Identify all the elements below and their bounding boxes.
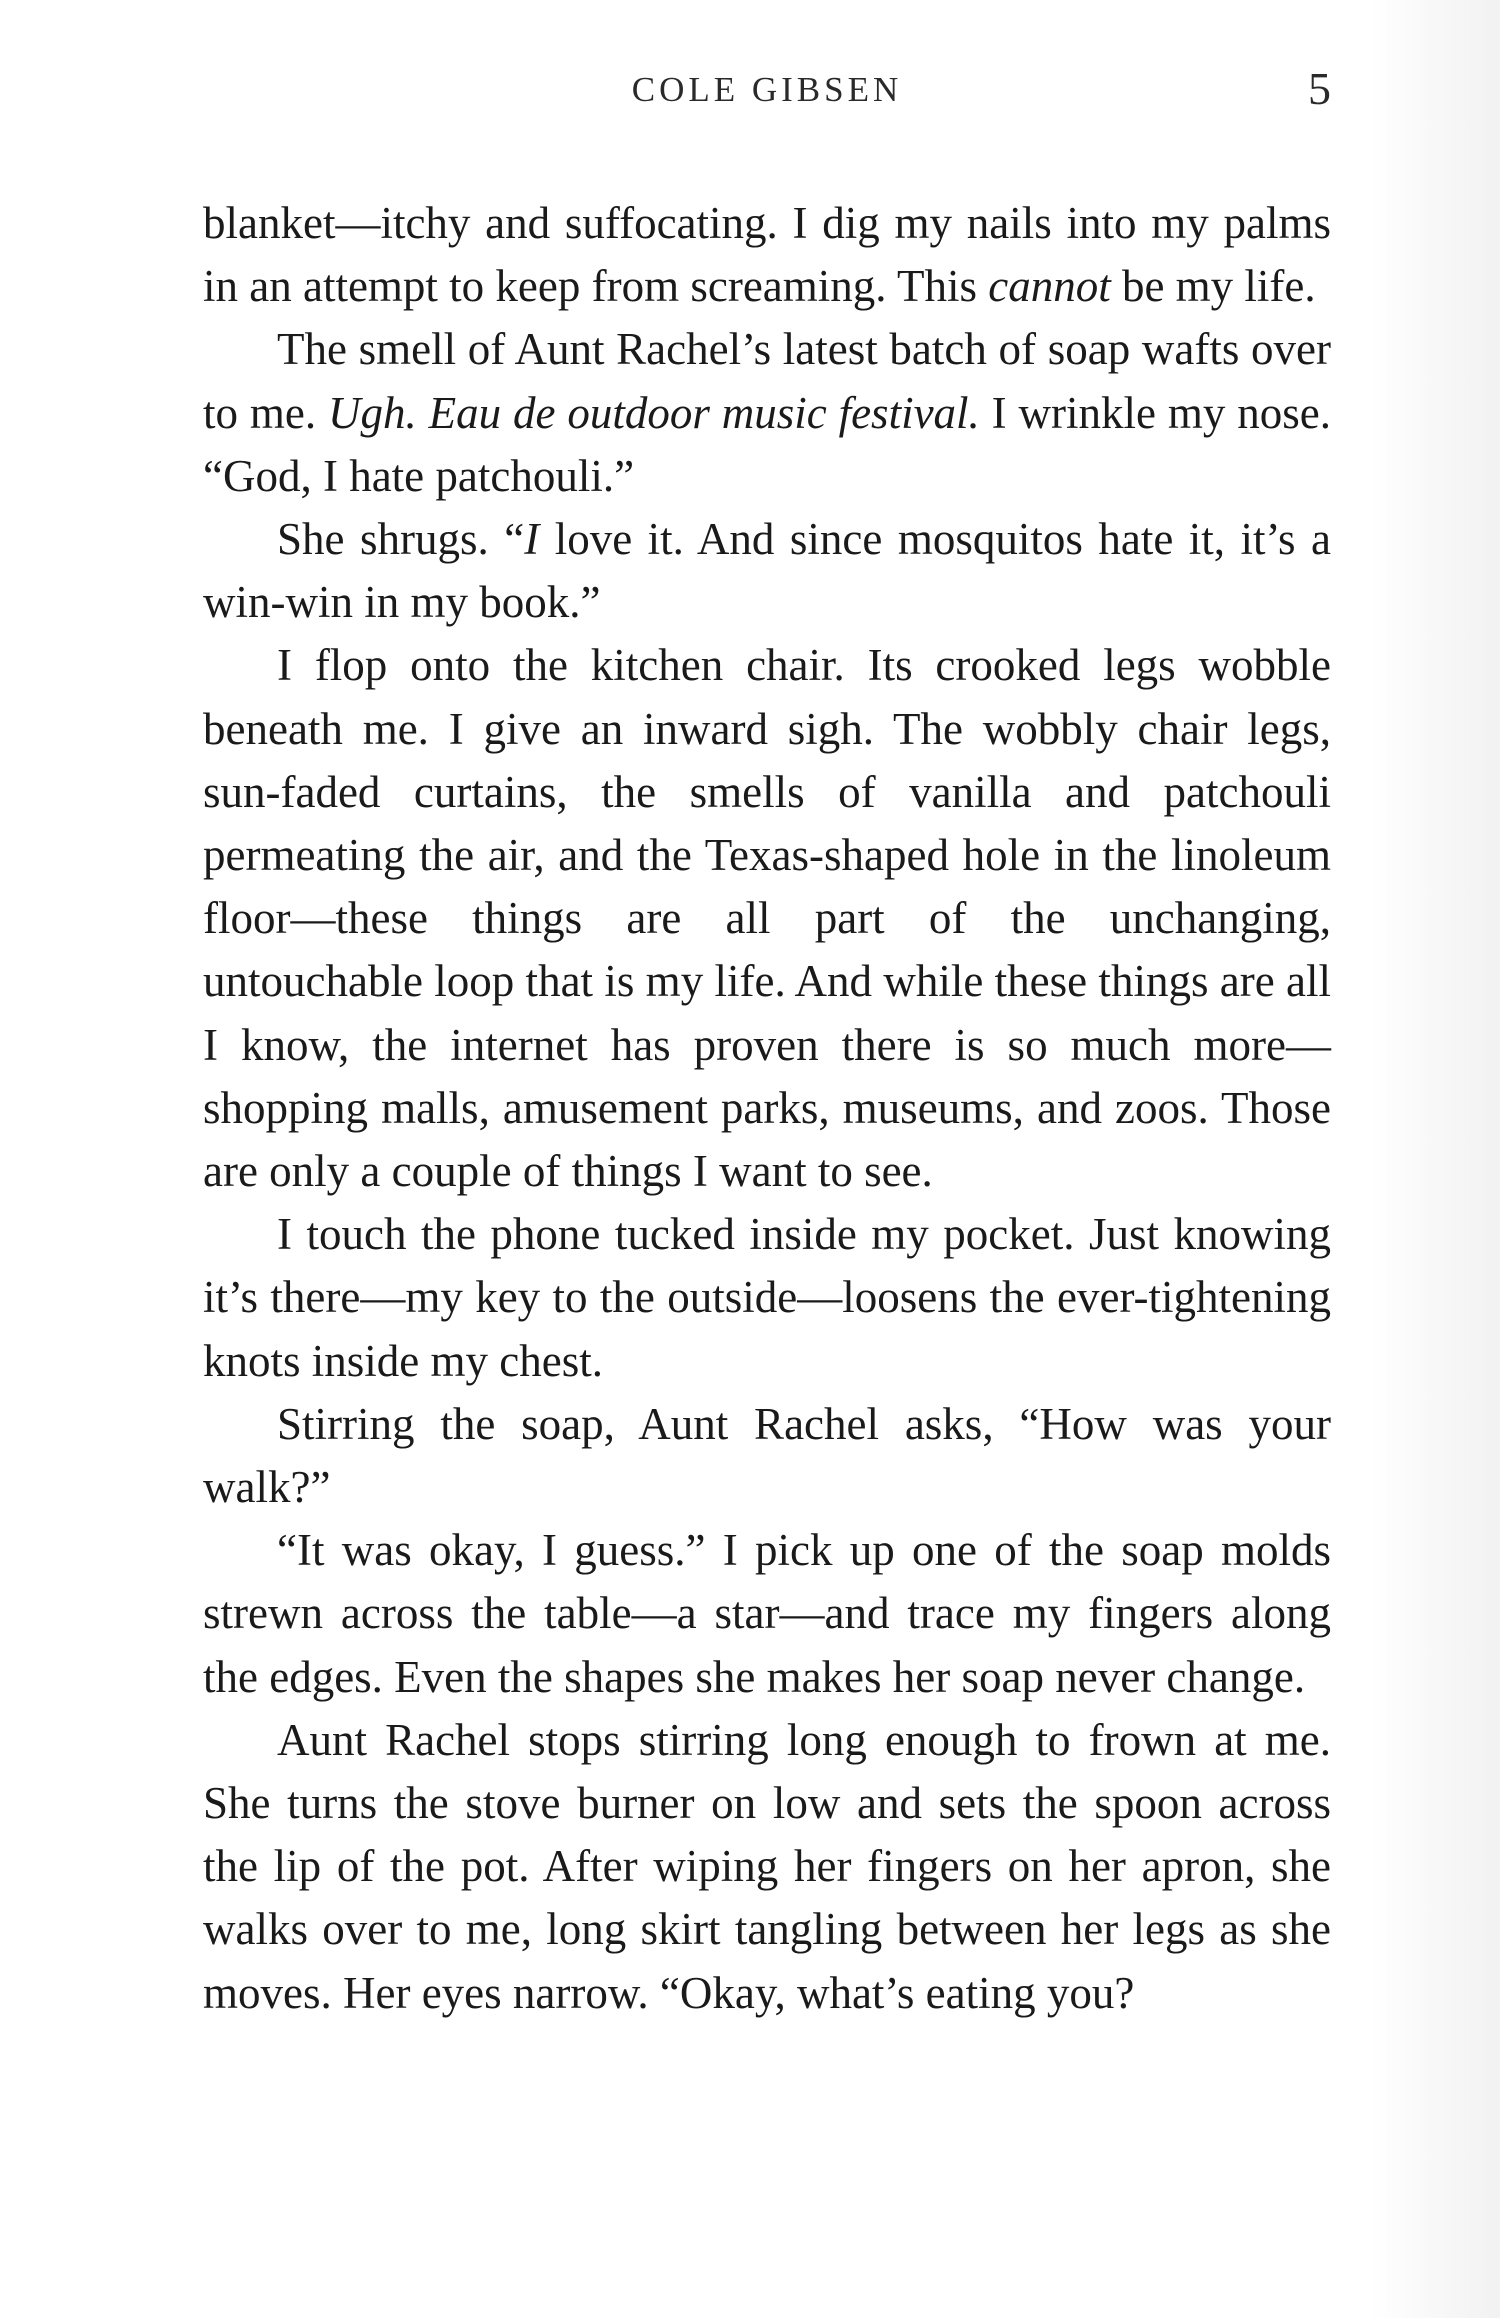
text-run: The smell of Aunt Rachel’s latest batch of soap wafts over to me. — [203, 324, 1331, 438]
paragraph — [203, 192, 1331, 318]
running-head: COLE GIBSEN — [631, 70, 903, 109]
text-run: I touch the phone tucked inside my pocket. Just knowing it’s there—my key to the outside—loosens the ever-tightening knots inside my chest. — [203, 1209, 1331, 1386]
paragraph — [203, 634, 1331, 1203]
text-run: Stirring the soap, Aunt Rachel asks, “How was your walk?” — [203, 1398, 1331, 1513]
text-run: I flop onto the kitchen chair. Its crooked legs wobble beneath me. I give an inward sigh. The wobbly chair legs, sun-faded curtains, the smells of vanilla and patchouli permeating the air, and the Texas-shaped hole in the linoleum floor—these things are all part of the unchanging, untouchable loop that is my life. And while these things are all I know, the internet has proven there is so much more—shopping malls, amusement parks, museums, and zoos. Those are only a couple of things I want to see. — [203, 640, 1331, 1197]
paragraph — [203, 508, 1331, 634]
text-run: blanket—itchy and suffocating. I dig my nails into my palms in an attempt to keep from screaming. This — [203, 198, 1331, 312]
paragraph — [203, 318, 1331, 508]
italic-text: cannot — [988, 261, 1111, 312]
text-run: I wrinkle my nose. “God, I hate patchouli.” — [203, 387, 1331, 501]
text-run: “It was okay, I guess.” I pick up one of the soap molds strewn across the table—a star—and trace my fingers along the edges. Even the shapes she makes her soap never change. — [203, 1525, 1331, 1702]
body-text — [203, 192, 1331, 2025]
paragraph — [203, 1393, 1331, 1519]
italic-text: I — [524, 514, 540, 565]
page-number: 5 — [1308, 63, 1331, 114]
italic-text: Ugh. Eau de outdoor music festival. — [327, 387, 980, 438]
paragraph — [203, 1709, 1331, 2025]
text-run: love it. And since mosquitos hate it, it’s a win-win in my book.” — [203, 514, 1331, 628]
text-run: Aunt Rachel stops stirring long enough to frown at me. She turns the stove burner on low and sets the spoon across the lip of the pot. After wiping her fingers on her apron, she walks over to me, long skirt tangling between her legs as she moves. Her eyes narrow. “Okay, what’s eating you? — [203, 1714, 1331, 2018]
page-edge-shadow — [1370, 0, 1500, 2318]
text-run: She shrugs. “ — [277, 514, 525, 565]
paragraph — [203, 1203, 1331, 1393]
paragraph — [203, 1519, 1331, 1709]
page-header — [203, 62, 1331, 122]
text-run: be my life. — [1110, 261, 1316, 312]
